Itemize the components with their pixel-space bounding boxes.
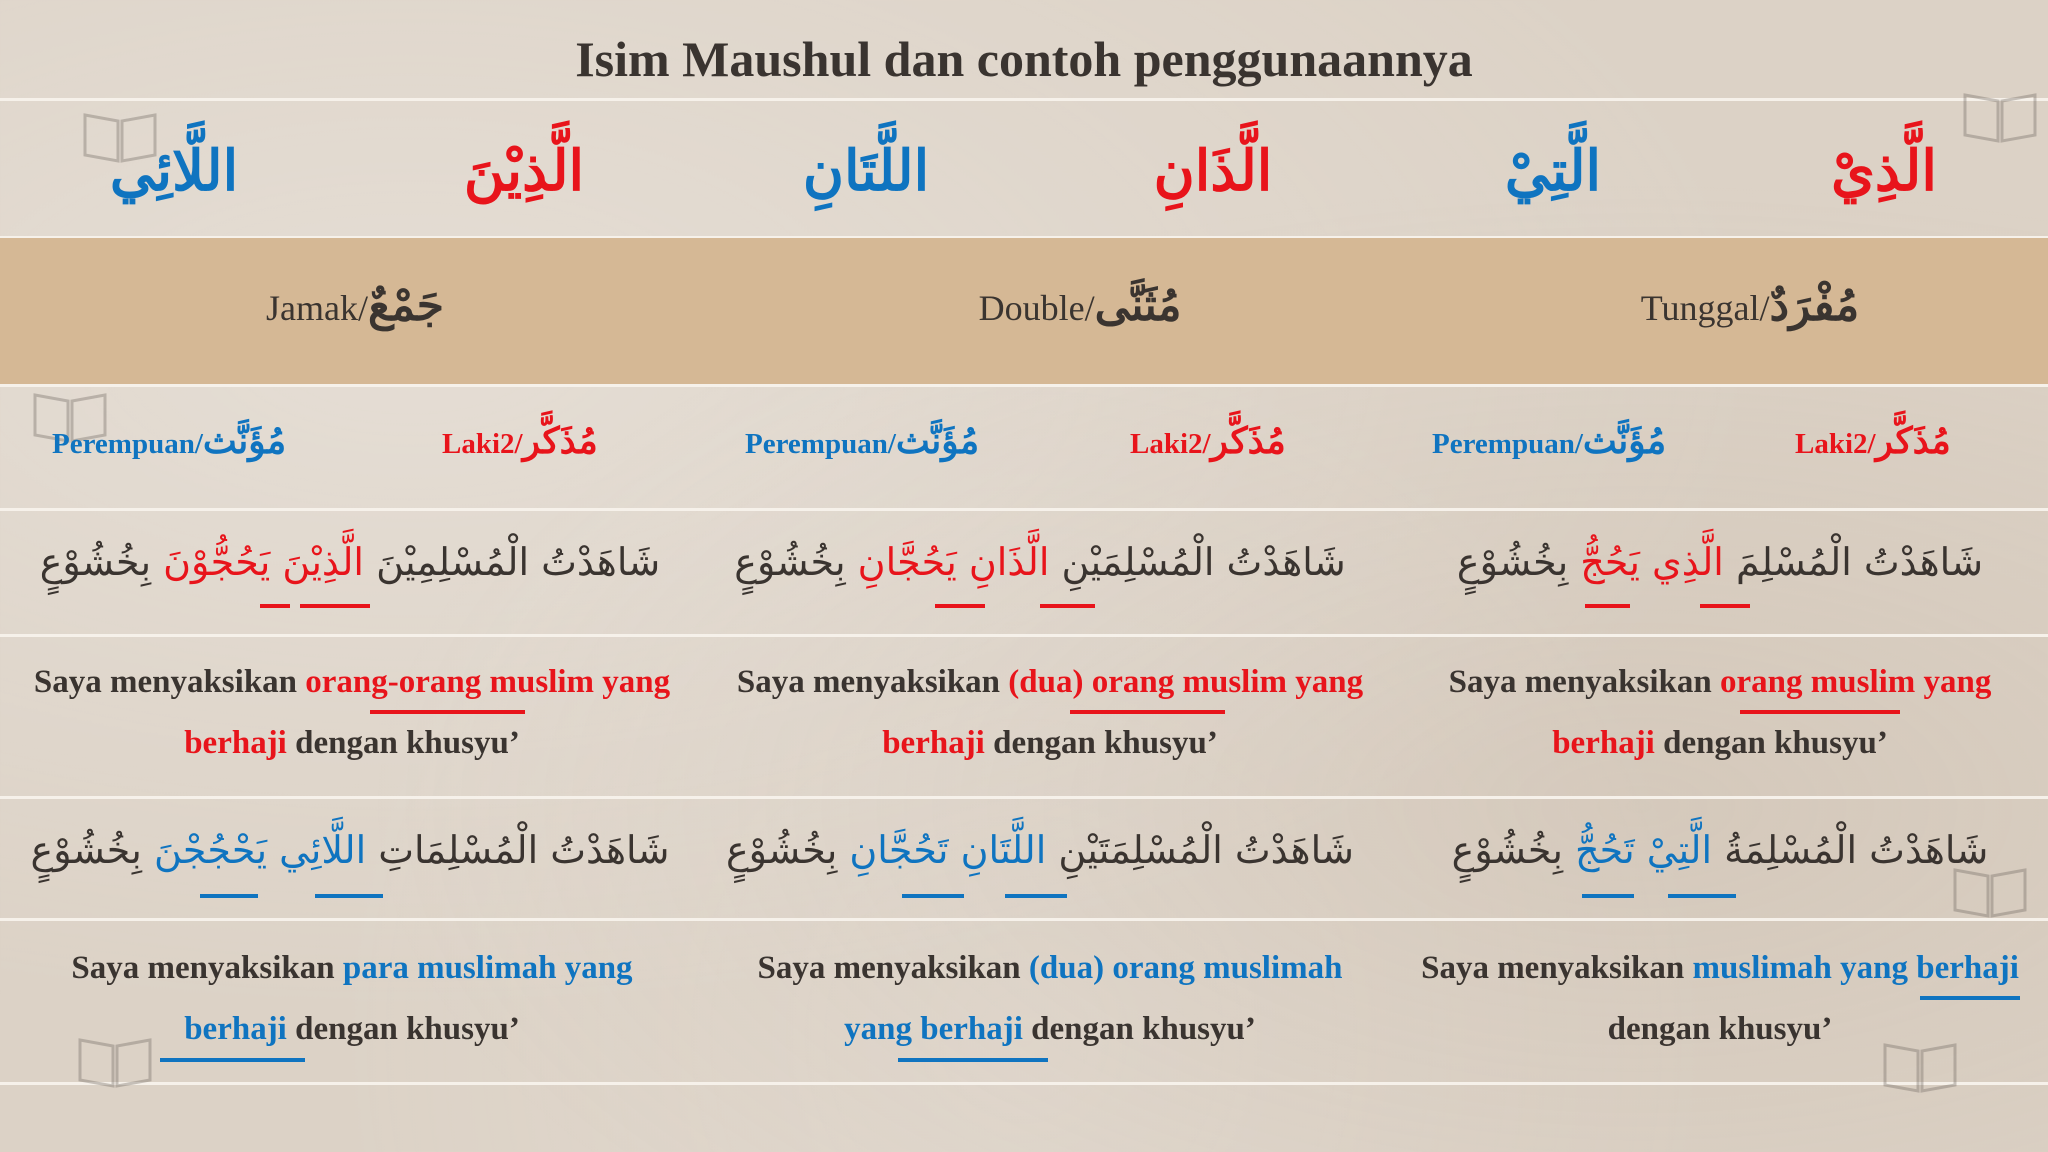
underline	[1040, 604, 1095, 608]
underline	[1005, 894, 1067, 898]
category-singular	[1600, 280, 1900, 350]
pronoun-alladhani: الَّذَانِ	[1153, 138, 1273, 204]
underline	[1740, 710, 1900, 714]
underline	[1668, 894, 1736, 898]
pronoun-allati: الَّتِيْ	[1504, 138, 1602, 204]
underline	[1920, 996, 2020, 1000]
underline	[898, 1058, 1048, 1062]
gender-masc-singular: Laki2/مُذَكَّر	[1795, 420, 1951, 462]
underline	[370, 710, 525, 714]
pronoun-alladhi: الَّذِيْ	[1831, 138, 1937, 204]
underline	[315, 894, 383, 898]
category-dual-label: Double/	[978, 288, 1095, 328]
gender-fem-dual: Perempuan/مُؤَنَّث	[745, 420, 980, 462]
underline	[935, 604, 985, 608]
divider	[0, 98, 2048, 101]
gender-fem-singular: Perempuan/مُؤَنَّث	[1432, 420, 1667, 462]
underline	[902, 894, 964, 898]
divider	[0, 796, 2048, 799]
underline	[300, 604, 370, 608]
sentence-masc-dual: شَاهَدْتُ الْمُسْلِمَيْنِ الَّذَانِ يَحُجَّانِ بِخُشُوْعٍ	[734, 540, 1346, 584]
divider	[0, 918, 2048, 921]
sentence-fem-plural: شَاهَدْتُ الْمُسْلِمَاتِ اللَّائِي يَحْجُجْنَ بِخُشُوْعٍ	[30, 828, 670, 872]
category-dual-arabic: مُثَنَّى	[1094, 280, 1182, 331]
category-singular-arabic: مُفْرَدٌ	[1769, 280, 1860, 331]
translation-fem-singular: Saya menyaksikan muslimah yang berhaji dengan khusyu’	[1421, 950, 2019, 1047]
divider	[0, 384, 2048, 387]
category-plural	[230, 280, 480, 350]
underline	[160, 1058, 305, 1062]
gender-masc-plural: Laki2/مُذَكَّر	[442, 420, 598, 462]
category-plural-label: Jamak/	[265, 288, 368, 328]
translation-fem-dual: Saya menyaksikan (dua) orang muslimah yang berhaji dengan khusyu’	[757, 950, 1343, 1047]
sentence-fem-singular: شَاهَدْتُ الْمُسْلِمَةُ الَّتِيْ تَحُجُّ بِخُشُوْعٍ	[1451, 828, 1989, 872]
category-singular-label: Tunggal/	[1640, 288, 1770, 328]
category-plural-arabic: جَمْعٌ	[367, 280, 445, 331]
translation-masc-dual: Saya menyaksikan (dua) orang muslim yang berhaji dengan khusyu’	[736, 664, 1364, 761]
underline	[200, 894, 258, 898]
sentence-masc-plural: شَاهَدْتُ الْمُسْلِمِيْنَ الَّذِيْنَ يَحُجُّوْنَ بِخُشُوْعٍ	[39, 540, 661, 584]
pronoun-allatani: اللَّتَانِ	[802, 138, 930, 204]
divider	[0, 508, 2048, 511]
divider	[0, 634, 2048, 637]
underline	[1582, 894, 1634, 898]
translation-masc-plural: Saya menyaksikan orang-orang muslim yang berhaji dengan khusyu’	[33, 664, 671, 761]
sentence-masc-singular: شَاهَدْتُ الْمُسْلِمَ الَّذِي يَحُجُّ بِخُشُوْعٍ	[1456, 540, 1984, 584]
book-icon	[1960, 85, 2040, 145]
page-title: Isim Maushul dan contoh penggunaannya	[575, 31, 1473, 87]
divider	[0, 1082, 2048, 1085]
pronoun-alladhina: الَّذِيْنَ	[463, 138, 585, 204]
underline	[260, 604, 290, 608]
underline	[1700, 604, 1750, 608]
gender-fem-plural: Perempuan/مُؤَنَّث	[52, 420, 287, 462]
pronoun-allai: اللَّائِي	[109, 138, 239, 204]
translation-masc-singular: Saya menyaksikan orang muslim yang berhaji dengan khusyu’	[1448, 664, 1992, 761]
translation-fem-plural: Saya menyaksikan para muslimah yang berhaji dengan khusyu’	[71, 950, 633, 1047]
category-dual	[930, 280, 1230, 350]
underline	[1070, 710, 1225, 714]
underline	[1585, 604, 1630, 608]
gender-masc-dual: Laki2/مُذَكَّر	[1130, 420, 1286, 462]
sentence-fem-dual: شَاهَدْتُ الْمُسْلِمَتَيْنِ اللَّتَانِ تَحُجَّانِ بِخُشُوْعٍ	[725, 828, 1355, 872]
